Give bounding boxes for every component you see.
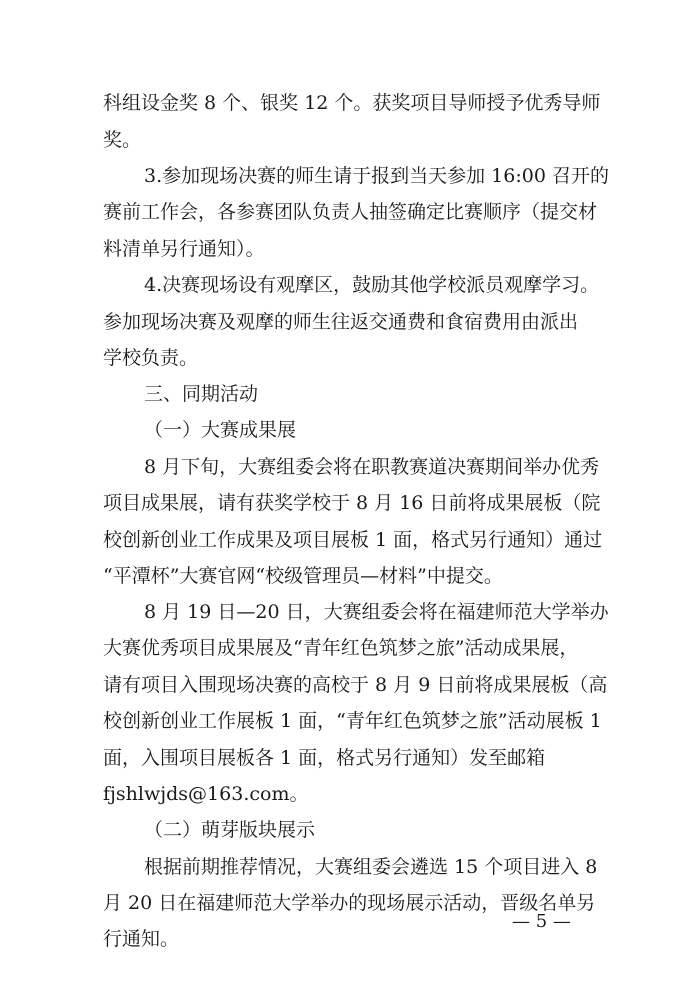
text-line: 料清单另行通知）。	[103, 238, 265, 260]
text-line: 大赛优秀项目成果展及“青年红色筑梦之旅”活动成果展，	[103, 637, 579, 659]
subsection-heading: （二）萌芽版块展示	[144, 819, 316, 841]
section-heading: 三、同期活动	[144, 383, 259, 405]
text-line: 4.决赛现场设有观摩区，鼓励其他学校派员观摩学习。	[144, 274, 600, 296]
text-line: 参加现场决赛及观摩的师生往返交通费和食宿费用由派出	[103, 311, 579, 333]
text-line: 请有项目入围现场决赛的高校于 8 月 9 日前将成果展板（高	[103, 674, 608, 696]
email-line: fjshlwjds@163.com。	[103, 783, 309, 805]
text-line: 赛前工作会，各参赛团队负责人抽签确定比赛顺序（提交材	[103, 201, 598, 223]
text-line: 校创新创业工作展板 1 面，“青年红色筑梦之旅”活动展板 1	[103, 710, 602, 732]
subsection-heading: （一）大赛成果展	[144, 419, 297, 441]
text-line: 行通知。	[103, 928, 180, 950]
text-line: 科组设金奖 8 个、银奖 12 个。获奖项目导师授予优秀导师	[103, 92, 601, 114]
text-line: 根据前期推荐情况，大赛组委会遴选 15 个项目进入 8	[144, 856, 598, 878]
text-line: 校创新创业工作成果及项目展板 1 面，格式另行通知）通过	[103, 529, 603, 551]
text-line: 8 月 19 日—20 日，大赛组委会将在福建师范大学举办	[144, 601, 609, 623]
text-line: 3.参加现场决赛的师生请于报到当天参加 16:00 召开的	[144, 165, 609, 187]
page-number: — 5 —	[512, 911, 571, 932]
text-line: 月 20 日在福建师范大学举办的现场展示活动，晋级名单另	[103, 892, 596, 914]
text-line: 面，入围项目展板各 1 面，格式另行通知）发至邮箱	[103, 747, 546, 769]
text-line: 奖。	[103, 129, 142, 151]
text-line: 学校负责。	[103, 347, 199, 369]
text-line: “平潭杯”大赛官网“校级管理员—材料”中提交。	[103, 565, 503, 587]
text-line: 项目成果展，请有获奖学校于 8 月 16 日前将成果展板（院	[103, 492, 601, 514]
text-line: 8 月下旬，大赛组委会将在职教赛道决赛期间举办优秀	[144, 456, 600, 478]
